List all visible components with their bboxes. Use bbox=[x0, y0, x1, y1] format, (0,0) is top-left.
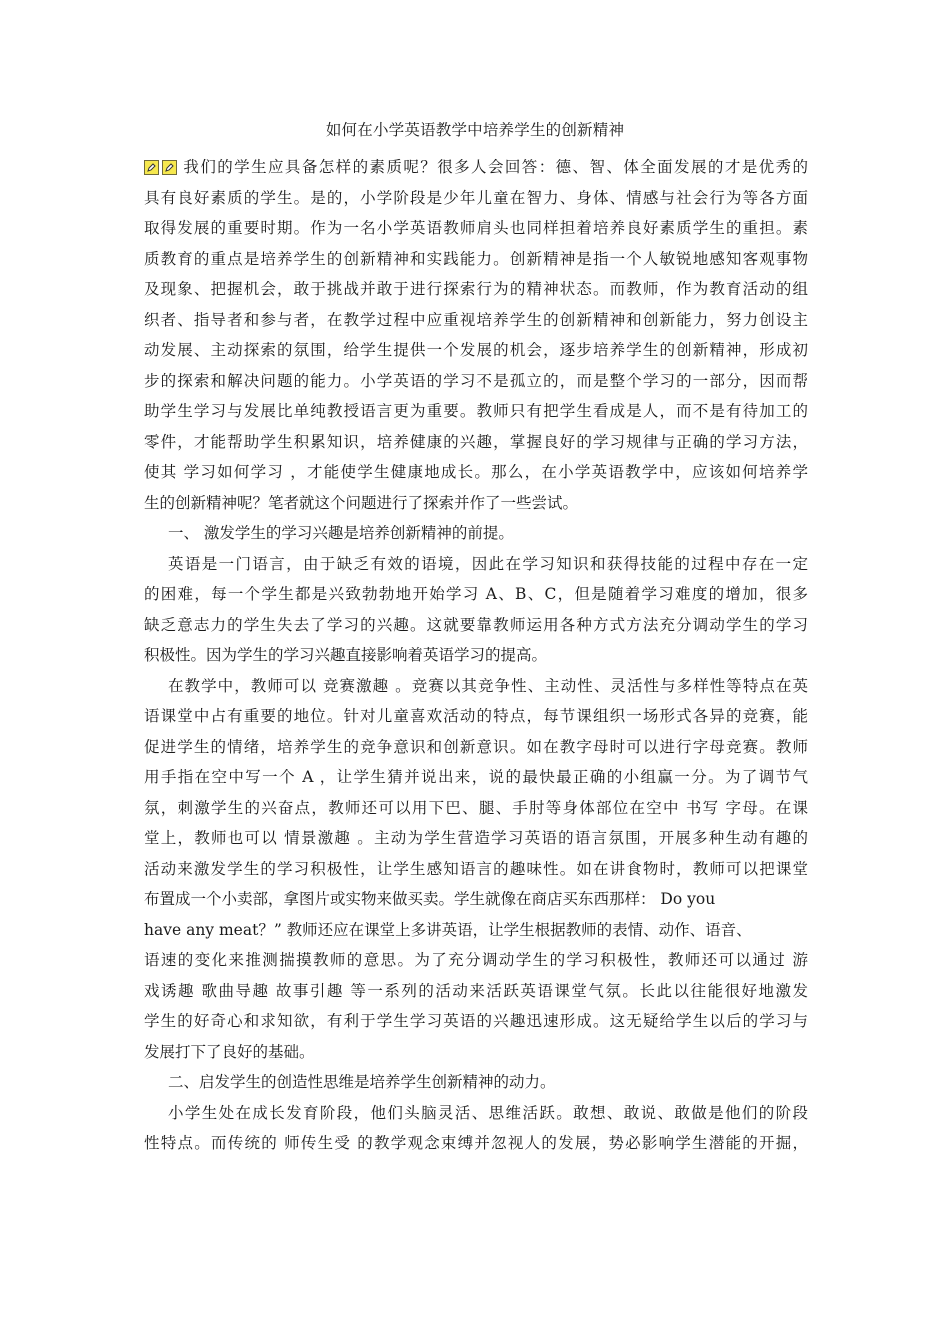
paragraph-line: 堂上，教师也可以 情景激趣 。主动为学生营造学习英语的语言氛围，开展多种生动有趣的 bbox=[144, 829, 808, 847]
paragraph-line: 在教学中，教师可以 竞赛激趣 。竞赛以其竞争性、主动性、灵活性与多样性等特点在英 bbox=[168, 676, 808, 695]
paragraph-line: have any meat？” 教师还应在课堂上多讲英语，让学生根据教师的表情、动作、语音、 bbox=[144, 920, 752, 939]
paragraph-line: 活动来激发学生的学习积极性，让学生感知语言的趣味性。如在讲食物时，教师可以把课堂 bbox=[144, 859, 808, 878]
pencil-icon bbox=[144, 160, 159, 175]
paragraph-line: 缺乏意志力的学生失去了学习的兴趣。这就要靠教师运用各种方式方法充分调动学生的学习 bbox=[144, 615, 808, 634]
paragraph-line: 英语是一门语言，由于缺乏有效的语境，因此在学习知识和获得技能的过程中存在一定 bbox=[168, 554, 808, 573]
paragraph-line: 使其 学习如何学习 ，才能使学生健康地成长。那么，在小学英语教学中，应该如何培养学 bbox=[144, 463, 808, 481]
section-heading: 二、启发学生的创造性思维是培养学生创新精神的动力。 bbox=[168, 1073, 556, 1091]
paragraph-line: 用手指在空中写一个 A ，让学生猜并说出来，说的最快最正确的小组赢一分。为了调节气 bbox=[144, 768, 808, 786]
paragraph-line: 步的探索和解决问题的能力。小学英语的学习不是孤立的，而是整个学习的一部分，因而帮 bbox=[144, 371, 808, 390]
paragraph-text: 我们的学生应具备怎样的素质呢？很多人会回答：德、智、体全面发展的才是优秀的 bbox=[182, 158, 808, 176]
document-body bbox=[144, 152, 808, 1159]
paragraph-line: 的困难，每一个学生都是兴致勃勃地开始学习 A、B、C，但是随着学习难度的增加，很多 bbox=[144, 585, 808, 603]
paragraph-line: 动发展、主动探索的氛围，给学生提供一个发展的机会，逐步培养学生的创新精神，形成初 bbox=[144, 341, 808, 359]
section-heading: 一、 激发学生的学习兴趣是培养创新精神的前提。 bbox=[168, 524, 514, 542]
paragraph-line: 及现象、把握机会，敢于挑战并敢于进行探索行为的精神状态。而教师，作为教育活动的组 bbox=[144, 280, 808, 298]
paragraph-line: 学生的好奇心和求知欲，有利于学生学习英语的兴趣迅速形成。这无疑给学生以后的学习与 bbox=[144, 1012, 808, 1030]
paragraph-line: 质教育的重点是培养学生的创新精神和实践能力。创新精神是指一个人敏锐地感知客观事物 bbox=[144, 249, 808, 268]
paragraph-line: 布置成一个小卖部，拿图片或实物来做买卖。学生就像在商店买东西那样： Do you bbox=[144, 890, 716, 908]
paragraph-line: 氛，刺激学生的兴奋点，教师还可以用下巴、腿、手肘等身体部位在空中 书写 字母。在课 bbox=[144, 798, 808, 817]
paragraph-line: 具有良好素质的学生。是的，小学阶段是少年儿童在智力、身体、情感与社会行为等各方面 bbox=[144, 188, 808, 207]
paragraph-line: 语课堂中占有重要的地位。针对儿童喜欢活动的特点，每节课组织一场形式各异的竞赛，能 bbox=[144, 707, 808, 725]
paragraph-line: 语速的变化来推测揣摸教师的意思。为了充分调动学生的学习积极性，教师还可以通过 游 bbox=[144, 951, 808, 969]
pencil-icon bbox=[162, 160, 177, 175]
icon-group bbox=[144, 155, 180, 186]
paragraph-line: 促进学生的情绪，培养学生的竞争意识和创新意识。如在教字母时可以进行字母竞赛。教师 bbox=[144, 737, 808, 756]
paragraph-line: 零件，才能帮助学生积累知识，培养健康的兴趣，掌握良好的学习规律与正确的学习方法， bbox=[144, 432, 808, 451]
paragraph-line: 发展打下了良好的基础。 bbox=[144, 1042, 315, 1061]
paragraph-line: 织者、指导者和参与者，在教学过程中应重视培养学生的创新精神和创新能力，努力创设主 bbox=[144, 310, 808, 329]
paragraph-line: 助学生学习与发展比单纯教授语言更为重要。教师只有把学生看成是人，而不是有待加工的 bbox=[144, 402, 808, 420]
paragraph-line: 生的创新精神呢？笔者就这个问题进行了探索并作了一些尝试。 bbox=[144, 493, 579, 512]
paragraph-line: 戏诱趣 歌曲导趣 故事引趣 等一系列的活动来活跃英语课堂气氛。长此以往能很好地激发 bbox=[144, 981, 808, 1000]
paragraph-line bbox=[144, 152, 808, 183]
paragraph-line: 小学生处在成长发育阶段，他们头脑灵活、思维活跃。敢想、敢说、敢做是他们的阶段 bbox=[168, 1103, 808, 1122]
document-title: 如何在小学英语教学中培养学生的创新精神 bbox=[325, 121, 625, 139]
paragraph-line: 积极性。因为学生的学习兴趣直接影响着英语学习的提高。 bbox=[144, 646, 548, 664]
paragraph-line: 取得发展的重要时期。作为一名小学英语教师肩头也同样担着培养良好素质学生的重担。素 bbox=[144, 219, 808, 237]
paragraph-line: 性特点。而传统的 师传生受 的教学观念束缚并忽视人的发展，势必影响学生潜能的开掘， bbox=[144, 1134, 808, 1152]
